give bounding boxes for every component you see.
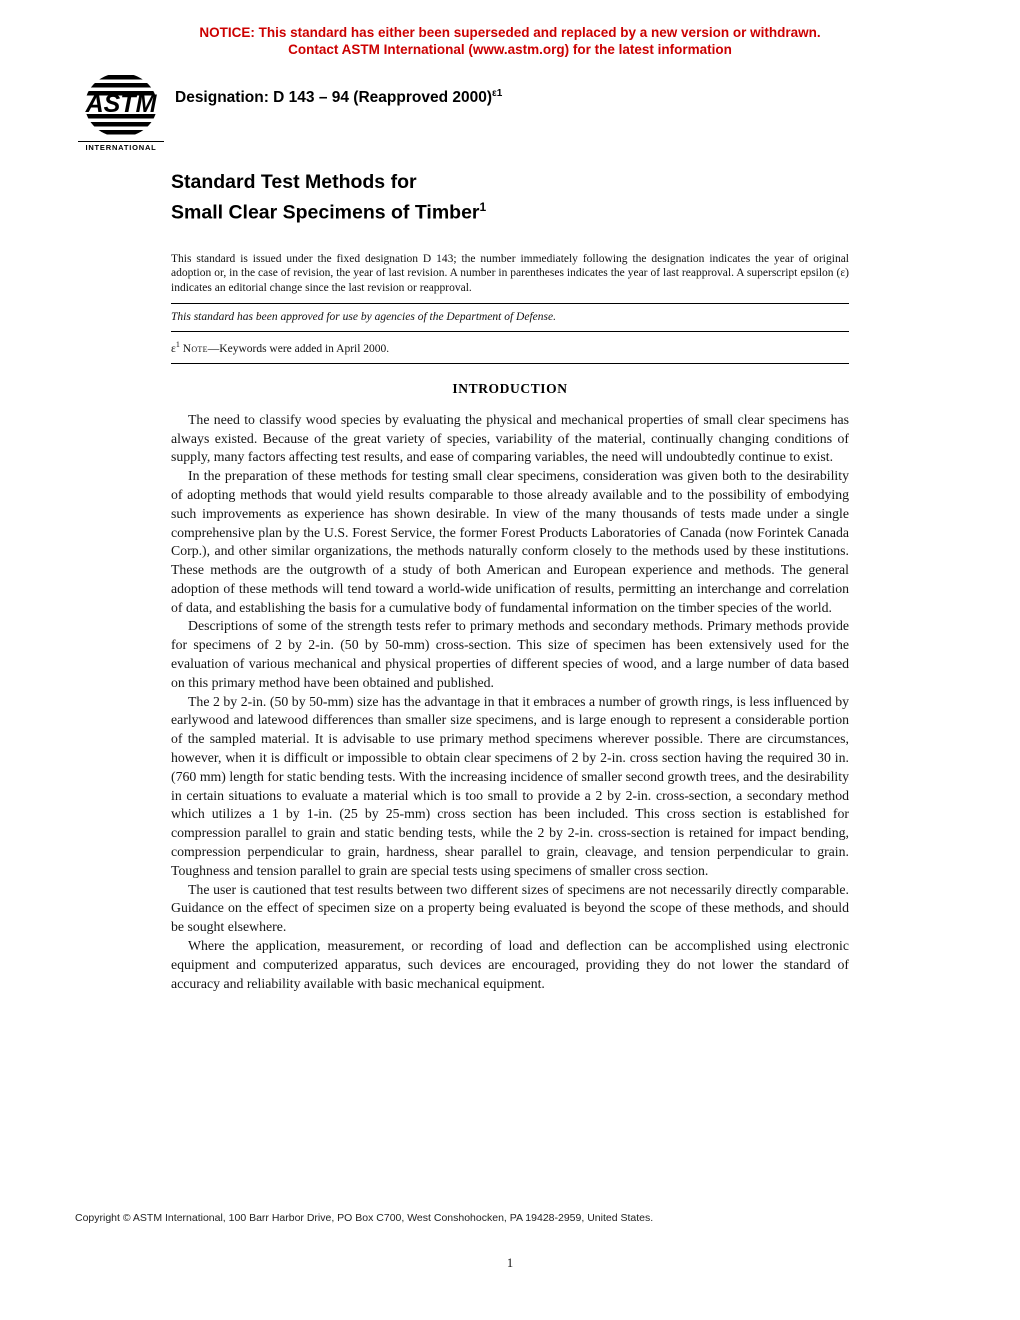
keywords-note: [171, 338, 849, 356]
intro-paragraph-2: In the preparation of these methods for testing small clear specimens, consideration was given both to the desirability of adopting methods that would yield results comparable to those already available and to the possibility of embodying such improvements as experience has shown desirable. In view of the many thousands of tests made under a single comprehensive plan by the U.S. Forest Service, the former Forest Products Laboratories of Canada (now Forintek Canada Corp.), and other similar organizations, the methods naturally conform closely to the methods used by these institutions. These methods are the outgrowth of a study of both American and European experience and methods. The general adoption of these methods will tend toward a world-wide unification of results, permitting an interchange and correlation of data, and establishing the basis for a cumulative body of fundamental information on the timber species of the world.: [171, 468, 849, 615]
intro-paragraph-1: The need to classify wood species by evaluating the physical and mechanical properties of small clear specimens has always existed. Because of the great variety of species, variability of the material, continually changing conditions of supply, many factors affecting test results, and ease of comparing variables, the need will undoubtedly continue to exist.: [171, 411, 849, 465]
title-line-2: Small Clear Specimens of Timber: [171, 201, 480, 224]
designation-superscript: ε1: [492, 88, 503, 99]
epsilon-superscript: 1: [175, 339, 180, 349]
footer-copyright: Copyright © ASTM International, 100 Barr Harbor Drive, PO Box C700, West Conshohocken, PA 19428-2959, United States.: [75, 1212, 654, 1224]
superseded-notice: [0, 24, 1020, 58]
notice-line-1: NOTICE: This standard has either been superseded and replaced by a new version or withdrawn.: [199, 25, 821, 40]
designation-text: Designation: D 143 – 94 (Reapproved 2000): [175, 89, 493, 107]
astm-globe-icon: [78, 72, 164, 139]
notice-line-2: Contact ASTM International (www.astm.org) for the latest information: [288, 42, 732, 57]
svg-text:ASTM: ASTM: [85, 90, 157, 118]
designation: [175, 88, 502, 107]
intro-paragraph-4: The 2 by 2-in. (50 by 50-mm) size has the advantage in that it embraces a number of growth rings, is less influenced by earlywood and latewood differences than smaller size specimens, and is large enough to represent a considerable portion of the sampled material. It is advisable to use primary method specimens wherever possible. There are circumstances, however, when it is difficult or impossible to obtain clear specimens of 2 by 2-in. cross section having the required 30 in. (760 mm) length for static bending tests. With the increasing incidence of smaller second growth trees, and the desirability in certain situations to evaluate a material which is too small to provide a 2 by 2-in. cross-section, a secondary method which utilizes a 1 by 1-in. (25 by 25-mm) cross section has been included. This cross section is established for compression parallel to grain and static bending tests, while the 2 by 2-in. cross-section is retained for impact bending, compression perpendicular to grain, hardness, shear parallel to grain, cleavage, and tension perpendicular to grain. Toughness and tension parallel to grain are special tests using specimens of smaller cross section.: [171, 693, 849, 878]
note-label: Note: [182, 342, 208, 355]
title-line-1: Standard Test Methods for: [171, 171, 417, 193]
dod-approval-note: This standard has been approved for use by agencies of the Department of Defense.: [171, 310, 556, 323]
divider: [171, 363, 849, 364]
intro-paragraph-6: Where the application, measurement, or recording of load and deflection can be accomplished using electronic equipment and computerized apparatus, such devices are encouraged, providing they do not lower the standard of accuracy and reliability available with basic mechanical equipment.: [171, 938, 849, 991]
issuance-statement: This standard is issued under the fixed designation D 143; the number immediately following the designation indicates the year of original adoption or, in the case of revision, the year of last revision. A number in parentheses indicates the year of last reapproval. A superscript epsilon (ε) indicates an editorial change since the last revision or reapproval.: [171, 252, 849, 295]
intro-paragraph-3: Descriptions of some of the strength tests refer to primary methods and secondary methods. Primary methods provide for specimens of 2 by 2-in. (50 by 50-mm) cross-section. This size of specimen has been extensively used for the evaluation of various mechanical and physical properties of different species of wood, and a large number of data based on this primary method have been obtained and published.: [171, 618, 849, 690]
title-footnote-marker: 1: [479, 200, 487, 214]
divider: [171, 331, 849, 332]
page-number: 1: [506, 1256, 514, 1270]
document-title: [171, 170, 849, 226]
note-text: —Keywords were added in April 2000.: [207, 342, 390, 355]
epsilon-marker: ε: [171, 342, 176, 355]
logo-international-label: INTERNATIONAL: [78, 141, 164, 152]
intro-paragraph-5: The user is cautioned that test results between two different sizes of specimens are not necessarily directly comparable. Guidance on the effect of specimen size on a property being evaluated is beyond the scope of these methods, and should be sought elsewhere.: [171, 881, 849, 935]
astm-logo: [78, 72, 164, 152]
introduction-heading: INTRODUCTION: [452, 380, 568, 396]
divider: [171, 303, 849, 304]
main-content: [171, 170, 849, 993]
